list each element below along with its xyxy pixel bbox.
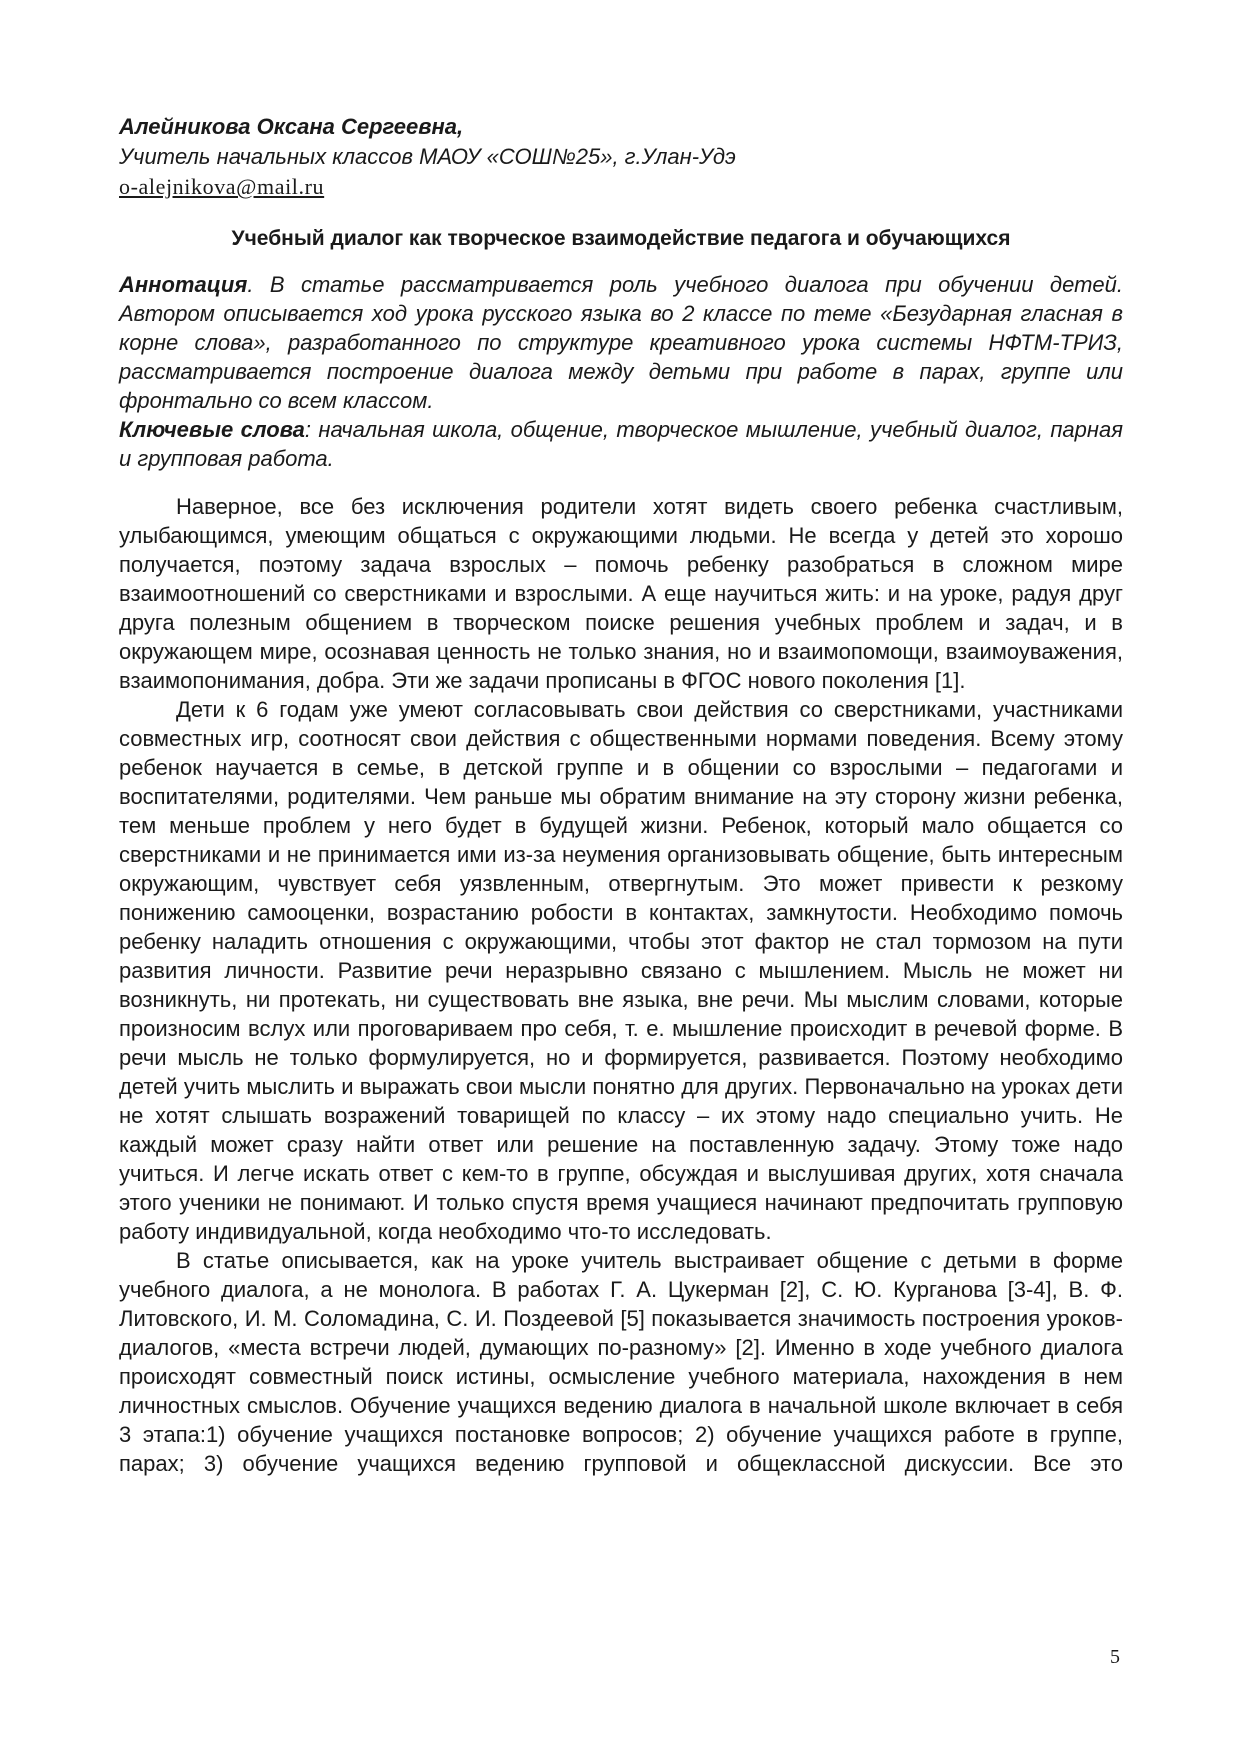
keywords-label: Ключевые слова (119, 417, 305, 442)
author-email-link[interactable]: o-alejnikova@mail.ru (119, 174, 325, 199)
annotation (119, 270, 1123, 415)
body-paragraph-2: Дети к 6 годам уже умеют согласовывать свои действия со сверстниками, участниками совместных игр, соотносят свои действия с общественными нормами поведения. Всему этому ребенок научается в семье, в детской группе и в общении со взрослыми – педагогами и воспитателями, родителями. Чем раньше мы обратим внимание на эту сторону жизни ребенка, тем меньше проблем у него будет в будущей жизни. Ребенок, который мало общается со сверстниками и не принимается ими из-за неумения организовывать общение, быть интересным окружающим, чувствует себя уязвленным, отвергнутым. Это может привести к резкому понижению самооценки, возрастанию робости в контактах, замкнутости. Необходимо помочь ребенку наладить отношения с окружающими, чтобы этот фактор не стал тормозом на пути развития личности. Развитие речи неразрывно связано с мышлением. Мысль не может ни возникнуть, ни протекать, ни существовать вне языка, вне речи. Мы мыслим словами, которые произносим вслух или проговариваем про себя, т. е. мышление происходит в речевой форме. В речи мысль не только формулируется, но и формируется, развивается. Поэтому необходимо детей учить мыслить и выражать свои мысли понятно для других. Первоначально на уроках дети не хотят слышать возражений товарищей по классу – их этому надо специально учить. Не каждый может сразу найти ответ или решение на поставленную задачу. Этому тоже надо учиться. И легче искать ответ с кем-то в группе, обсуждая и выслушивая других, хотя сначала этого ученики не понимают. И только спустя время учащиеся начинают предпочитать групповую работу индивидуальной, когда необходимо что-то исследовать. (119, 697, 1123, 1244)
author-name: Алейникова Оксана Сергеевна, (119, 114, 464, 139)
annotation-label: Аннотация (119, 272, 248, 297)
author-position: Учитель начальных классов МАОУ «СОШ№25», г.Улан-Удэ (119, 144, 736, 169)
body-paragraph-1: Наверное, все без исключения родители хотят видеть своего ребенка счастливым, улыбающимся, умеющим общаться с окружающими людьми. Не всегда у детей это хорошо получается, поэтому задача взрослых – помочь ребенку разобраться в сложном мире взаимоотношений со сверстниками и взрослыми. А еще научиться жить: и на уроке, радуя друг друга полезным общением в творческом поиске решения учебных проблем и задач, и в окружающем мире, осознавая ценность не только знания, но и взаимопомощи, взаимоуважения, взаимопонимания, добра. Эти же задачи прописаны в ФГОС нового поколения [1]. (119, 494, 1123, 693)
article-title: Учебный диалог как творческое взаимодействие педагога и обучающихся (231, 227, 1011, 250)
author-block (119, 112, 1123, 202)
keywords (119, 415, 1123, 473)
annotation-text: . В статье рассматривается роль учебного диалога при обучении детей. Автором описывается ход урока русского языка во 2 классе по теме «Безударная гласная в корне слова», разработанного по структуре креативного урока системы НФТМ-ТРИЗ, рассматривается построение диалога между детьми при работе в парах, группе или фронтально со всем классом. (119, 272, 1123, 413)
keywords-text: : начальная школа, общение, творческое мышление, учебный диалог, парная и групповая работа. (119, 417, 1123, 471)
body-paragraph-3: В статье описывается, как на уроке учитель выстраивает общение с детьми в форме учебного диалога, а не монолога. В работах Г. А. Цукерман [2], С. Ю. Курганова [3-4], В. Ф. Литовского, И. М. Соломадина, С. И. Поздеевой [5] показывается значимость построения уроков-диалогов, «места встречи людей, думающих по-разному» [2]. Именно в ходе учебного диалога происходят совместный поиск истины, осмысление учебного материала, нахождения в нем личностных смыслов. Обучение учащихся ведению диалога в начальной школе включает в себя 3 этапа:1) обучение учащихся постановке вопросов; 2) обучение учащихся работе в группе, парах; 3) обучение учащихся ведению групповой и общеклассной дискуссии. Все это (119, 1248, 1123, 1476)
page-number: 5 (1110, 1646, 1120, 1668)
document-page (119, 112, 1123, 1478)
